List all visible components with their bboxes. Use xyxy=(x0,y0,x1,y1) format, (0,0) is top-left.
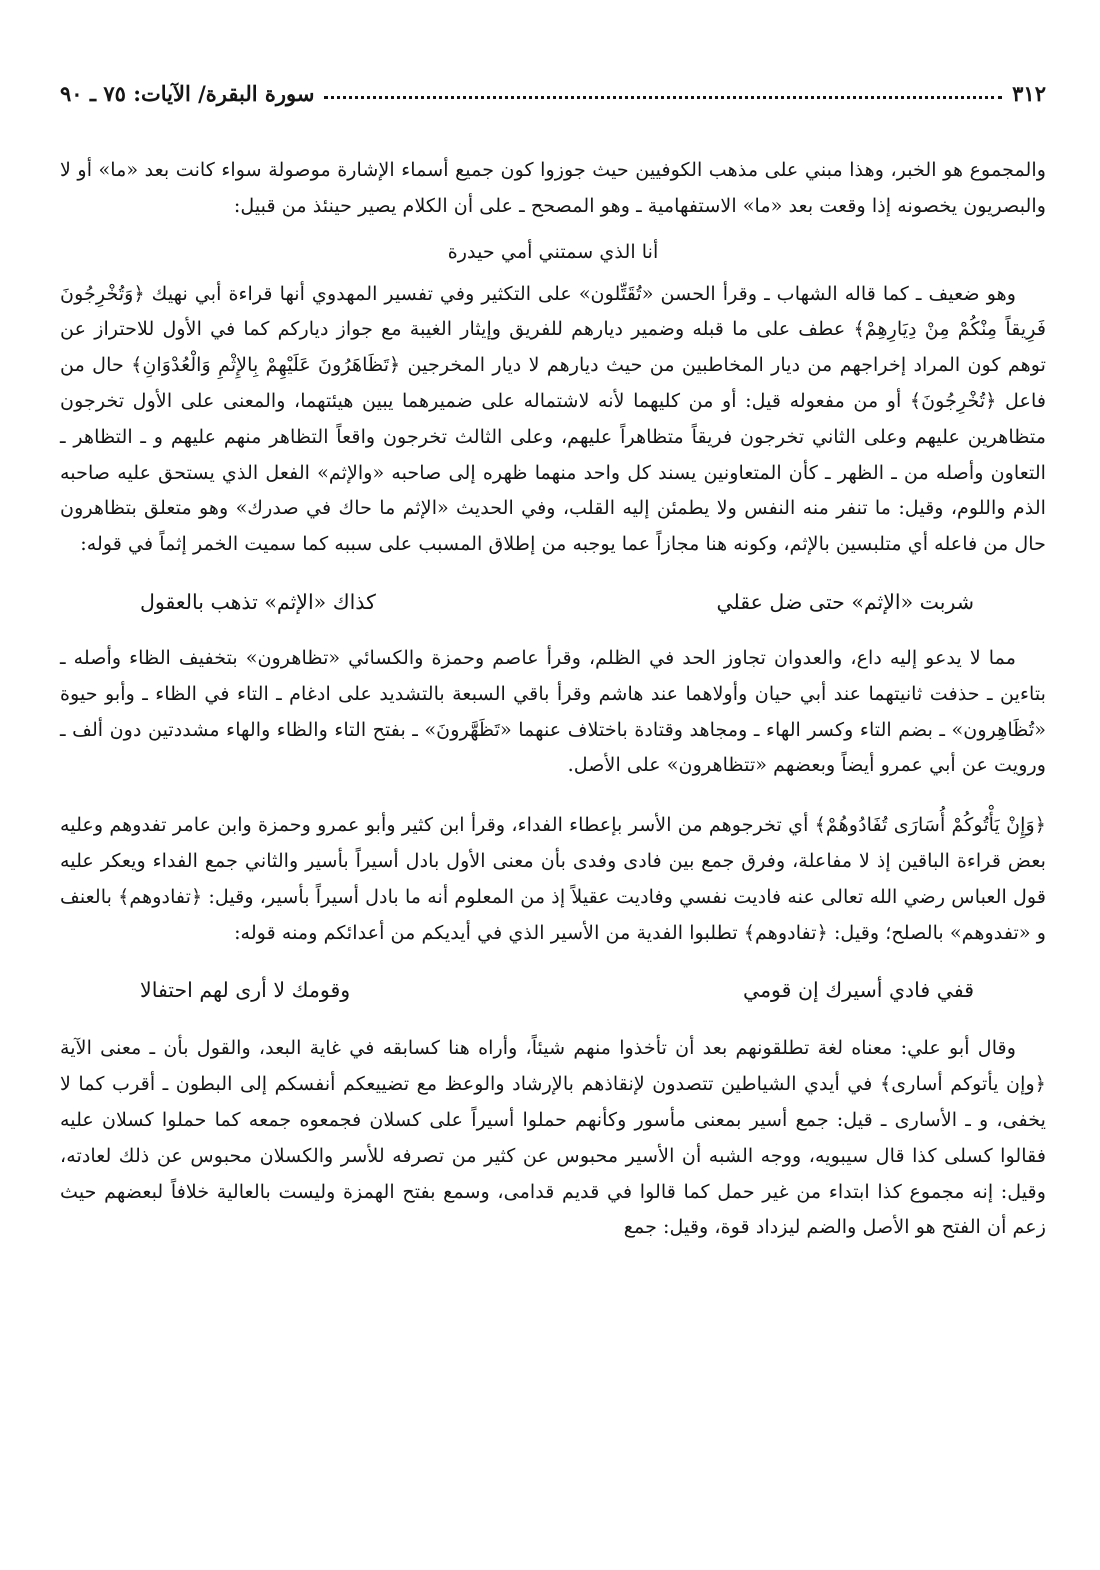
paragraph-4: ﴿وَإِنْ يَأْتُوكُمْ أُسَارَى تُفَادُوهُمْ﴾ أي تخرجوهم من الأسر بإعطاء الفداء، وقرأ ابن كثير وأبو عمرو وحمزة وابن عامر تفدوهم وعليه بعض قراءة الباقين إذ لا مفاعلة، وفرق جمع بين فادى وفدى بأن معنى الأول بادل أسيراً بأسير والثاني جمع الفداء ويعكر عليه قول العباس رضي الله تعالى عنه فاديت نفسي وفاديت عقيلاً إذ من المعلوم أنه ما بادل أسيراً بأسير، وقيل: ﴿تفادوهم﴾ بالعنف و «تفدوهم» بالصلح؛ وقيل: ﴿تفادوهم﴾ تطلبوا الفدية من الأسير الذي في أيديكم من أعدائكم ومنه قوله: xyxy=(60,813,1046,944)
page-header xyxy=(60,66,1046,106)
paragraph-1: والمجموع هو الخبر، وهذا مبني على مذهب الكوفيين حيث جوزوا كون جميع أسماء الإشارة موصولة سواء كانت بعد «ما» أو لا والبصريون يخصونه إذا وقعت بعد «ما» الاستفهامية ـ وهو المصحح ـ على أن الكلام يصير حينئذ من قبيل: xyxy=(60,158,1046,217)
header-dotted-leader xyxy=(324,96,1002,99)
verse-line-1: أنا الذي سمتني أمي حيدرة xyxy=(447,239,659,263)
verse-couplet-1 xyxy=(60,584,1046,620)
couplet-2-second-hemistich: وقومك لا أرى لهم احتفالا xyxy=(140,978,351,1003)
paragraph-2: وهو ضعيف ـ كما قاله الشهاب ـ وقرأ الحسن «تُقَتِّلون» على التكثير وفي تفسير المهدوي أنها قراءة أبي نهيك ﴿وَتُخْرِجُونَ فَرِيقاً مِنْكُمْ مِنْ دِيَارِهِمْ﴾ عطف على ما قبله وضمير ديارهم للفريق وإيثار الغيبة مع جواز دياركم كما في الأول للاحتراز عن توهم كون المراد إخراجهم من ديار المخاطبين من حيث ديارهم لا ديار المخرجين ﴿تَظَاهَرُونَ عَلَيْهِمْ بِالإِثْمِ وَالْعُدْوَانِ﴾ حال من فاعل ﴿تُخْرِجُونَ﴾ أو من مفعوله قيل: أو من كليهما لأنه لاشتماله على ضميرهما يبين هيئتهما، والمعنى على الأول تخرجون متظاهرين عليهم وعلى الثاني تخرجون فريقاً متظاهراً عليهم، وعلى الثالث تخرجون واقعاً التظاهر منهم عليهم و ـ التظاهر ـ التعاون وأصله من ـ الظهر ـ كأن المتعاونين يسند كل واحد منهما ظهره إلى صاحبه «والإثم» الفعل الذي يستحق عليه صاحبه الذم واللوم، وقيل: ما تنفر منه النفس ولا يطمئن إليه القلب، وفي الحديث «الإثم ما حاك في صدرك» وهو متعلق بتظاهرون حال من فاعله أي متلبسين بالإثم، وكونه هنا مجازاً عما يوجبه من إطلاق المسبب على سببه كما سميت الخمر إثماً في قوله: xyxy=(60,281,1046,556)
couplet-2-first-hemistich: قفي فادي أسيرك إن قومي xyxy=(742,978,974,1003)
running-title: سورة البقرة/ الآيات: ٧٥ ـ ٩٠ xyxy=(60,81,315,106)
paragraph-3: مما لا يدعو إليه داع، والعدوان تجاوز الحد في الظلم، وقرأ عاصم وحمزة والكسائي «تظاهرون» بتخفيف الظاء وأصله ـ بتاءين ـ حذفت ثانيتهما عند أبي حيان وأولاهما عند هاشم وقرأ باقي السبعة بالتشديد على ادغام ـ التاء في الظاء ـ وأبو حيوة «تُظَاهِرون» ـ بضم التاء وكسر الهاء ـ ومجاهد وقتادة باختلاف عنهما «تَظَهَّرونَ» ـ بفتح التاء والظاء والهاء مشددتين دون ألف ـ ورويت عن أبي عمرو أيضاً وبعضهم «تتظاهرون» على الأصل. xyxy=(60,645,1046,777)
verse-couplet-2 xyxy=(60,972,1046,1008)
page-number: ٣١٢ xyxy=(1012,81,1046,106)
couplet-1-first-hemistich: شربت «الإثم» حتى ضل عقلي xyxy=(716,589,974,614)
page xyxy=(60,66,1046,1556)
couplet-1-second-hemistich: كذاك «الإثم» تذهب بالعقول xyxy=(140,589,376,614)
paragraph-5: وقال أبو علي: معناه لغة تطلقونهم بعد أن تأخذوا منهم شيئاً، وأراه هنا كسابقه في غاية البعد، والقول بأن ـ معنى الآية ﴿وإن يأتوكم أسارى﴾ في أيدي الشياطين تتصدون لإنقاذهم بالإرشاد والوعظ مع تضييعكم أنفسكم إلى البطون ـ أقرب كما لا يخفى، و ـ الأسارى ـ قيل: جمع أسير بمعنى مأسور وكأنهم حملوا أسيراً على كسلان فجمعوه جمعه كما حملوا كسلان عليه فقالوا كسلى كذا قال سيبويه، ووجه الشبه أن الأسير محبوس عن كثير من تصرفه للأسر والكسلان محبوس عن ذلك لعادته، وقيل: إنه مجموع كذا ابتداء من غير حمل كما قالوا في قديم قدامى، وسمع بفتح الهمزة وليست بالعالية خلافاً لبعضهم حيث زعم أن الفتح هو الأصل والضم ليزداد قوة، وقيل: جمع xyxy=(60,1036,1046,1239)
